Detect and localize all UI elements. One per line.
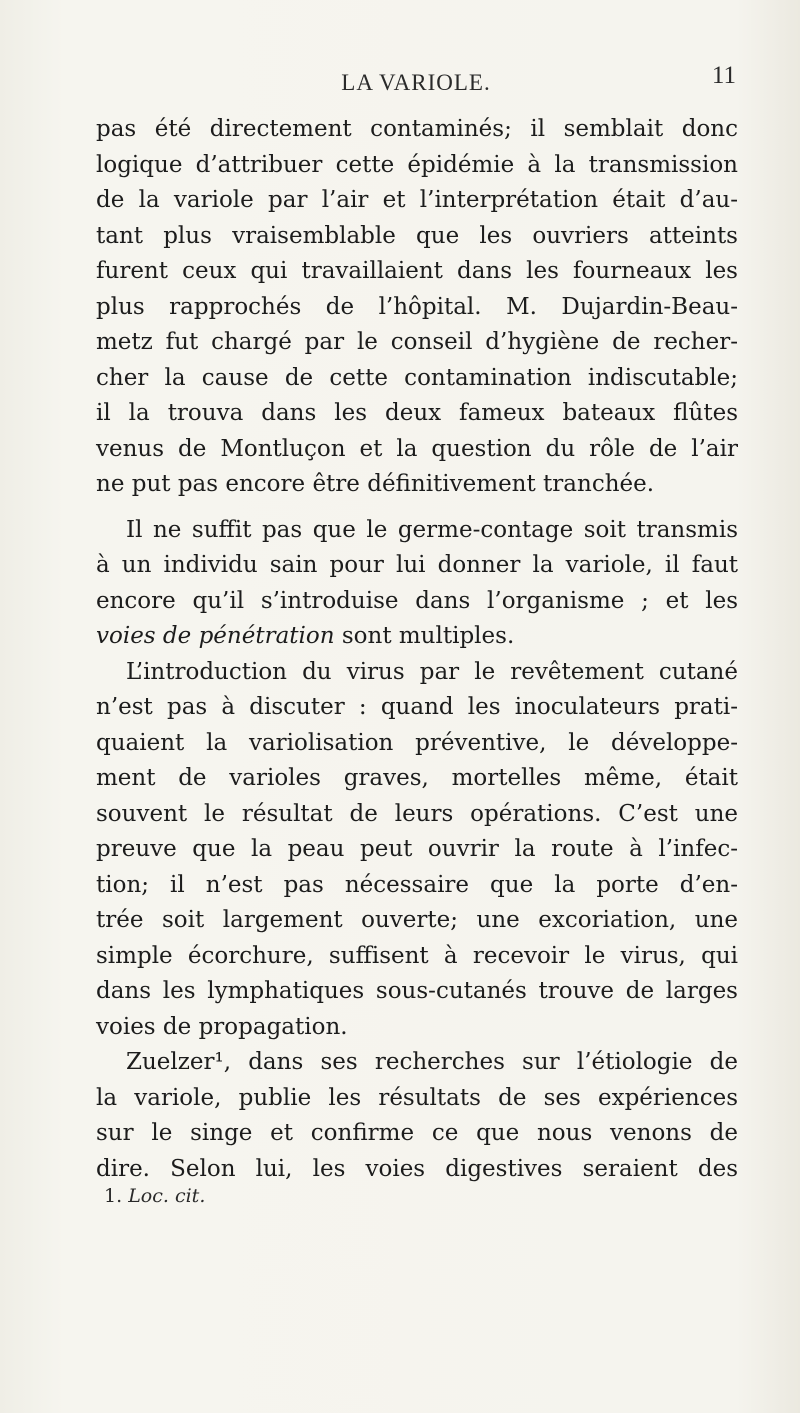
text-line: il la trouva dans les deux fameux bateaux flûtes: [96, 400, 738, 426]
text-line: de la variole par l’air et l’interprétation était d’au-: [96, 187, 738, 213]
footnote-marker: 1.: [104, 1185, 123, 1207]
text-line: plus rapprochés de l’hôpital. M. Dujardin-Beau-: [96, 293, 738, 320]
running-header: [96, 62, 736, 104]
text-line: furent ceux qui travaillaient dans les fourneaux les: [96, 258, 738, 284]
paragraph-1: [96, 112, 738, 503]
text-line: sur le singe et confirme ce que nous venons de: [96, 1120, 738, 1146]
paragraph-4: [96, 1045, 738, 1187]
text-line: preuve que la peau peut ouvrir la route à l’infec-: [96, 836, 738, 862]
text-line: venus de Montluçon et la question du rôle de l’air: [96, 435, 738, 462]
text-line: ne put pas encore être définitivement tranchée.: [96, 471, 655, 497]
text-line: tant plus vraisemblable que les ouvriers atteints: [96, 222, 738, 249]
text-line: trée soit largement ouverte; une excoriation, une: [96, 907, 738, 933]
text-line: pas été directement contaminés; il semblait donc: [96, 116, 738, 142]
footnote-text: Loc. cit.: [128, 1185, 206, 1207]
text-line: ment de varioles graves, mortelles même, était: [96, 765, 738, 791]
text-line: voies de propagation.: [96, 1013, 348, 1040]
running-title: LA VARIOLE.: [341, 70, 491, 95]
text-line: Zuelzer¹, dans ses recherches sur l’étiologie de: [126, 1049, 738, 1075]
text-line: metz fut chargé par le conseil d’hygiène de recher-: [96, 329, 738, 355]
text-line: souvent le résultat de leurs opérations. C’est une: [96, 800, 738, 827]
text-line: L’introduction du virus par le revêtement cutané: [126, 658, 738, 685]
text-line: simple écorchure, suffisent à recevoir le virus, qui: [96, 942, 738, 969]
text-line: la variole, publie les résultats de ses expériences: [96, 1084, 738, 1111]
paragraph-2: [96, 513, 738, 655]
paragraph-3: [96, 655, 738, 1046]
text-run: sont multiples.: [334, 623, 515, 649]
italic-phrase: voies de pénétration: [96, 623, 335, 649]
footnote: [104, 1185, 205, 1207]
text-line: quaient la variolisation préventive, le développe-: [96, 729, 738, 756]
text-line: Il ne suffit pas que le germe-contage soit transmis: [126, 516, 738, 543]
text-line: logique d’attribuer cette épidémie à la transmission: [96, 151, 738, 178]
text-line: dans les lymphatiques sous-cutanés trouve de larges: [96, 978, 738, 1004]
text-line: encore qu’il s’introduise dans l’organisme ; et les: [96, 587, 738, 614]
text-line: tion; il n’est pas nécessaire que la porte d’en-: [96, 871, 738, 898]
page-number: 11: [711, 62, 736, 89]
text-line: n’est pas à discuter : quand les inoculateurs prati-: [96, 694, 738, 720]
text-line: à un individu sain pour lui donner la variole, il faut: [96, 552, 738, 578]
text-line: cher la cause de cette contamination indiscutable;: [96, 364, 738, 391]
text-line: [96, 619, 738, 655]
page-body: [96, 112, 738, 1187]
text-line: dire. Selon lui, les voies digestives seraient des: [96, 1155, 738, 1182]
